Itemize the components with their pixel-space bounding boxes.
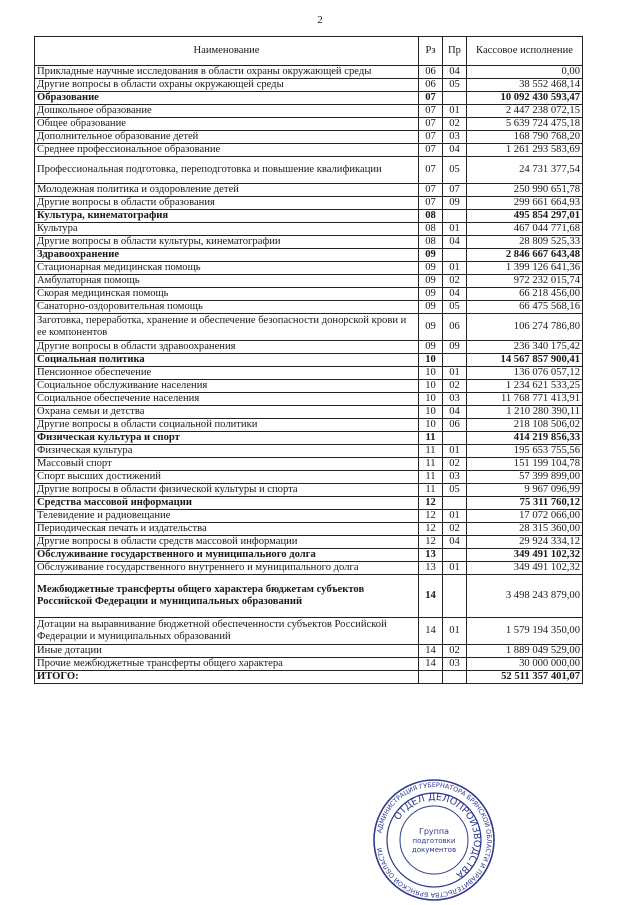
table-row [35, 314, 583, 341]
row-pr-cell: 04 [443, 536, 467, 549]
row-sum-cell: 11 768 771 413,91 [467, 393, 583, 406]
table-row [35, 144, 583, 157]
row-name-cell: Профессиональная подготовка, переподготовка и повышение квалификации [35, 157, 419, 184]
row-rz-cell: 08 [419, 223, 443, 236]
table-row [35, 131, 583, 144]
row-rz-cell: 07 [419, 92, 443, 105]
row-name-cell: Стационарная медицинская помощь [35, 262, 419, 275]
section-row [35, 497, 583, 510]
column-header-name: Наименование [35, 37, 419, 66]
row-name-cell: Дошкольное образование [35, 105, 419, 118]
row-pr-cell: 03 [443, 393, 467, 406]
row-rz-cell: 08 [419, 210, 443, 223]
row-name-cell: Дотации на выравнивание бюджетной обеспеченности субъектов Российской Федерации и муниципальных образований [35, 618, 419, 645]
row-rz-cell: 10 [419, 406, 443, 419]
row-sum-cell: 218 108 506,02 [467, 419, 583, 432]
row-rz-cell: 07 [419, 118, 443, 131]
row-name-cell: Прикладные научные исследования в области охраны окружающей среды [35, 66, 419, 79]
table-row [35, 105, 583, 118]
row-pr-cell: 03 [443, 658, 467, 671]
row-sum-cell: 349 491 102,32 [467, 549, 583, 562]
table-row [35, 79, 583, 92]
row-rz-cell: 09 [419, 314, 443, 341]
row-sum-cell: 236 340 175,42 [467, 341, 583, 354]
section-row [35, 210, 583, 223]
table-row [35, 157, 583, 184]
row-rz-cell: 10 [419, 393, 443, 406]
row-rz-cell: 11 [419, 445, 443, 458]
row-pr-cell: 06 [443, 419, 467, 432]
row-sum-cell: 1 261 293 583,69 [467, 144, 583, 157]
row-pr-cell [443, 249, 467, 262]
row-rz-cell: 12 [419, 510, 443, 523]
row-sum-cell: 349 491 102,32 [467, 562, 583, 575]
table-row [35, 523, 583, 536]
row-pr-cell: 06 [443, 314, 467, 341]
table-row [35, 197, 583, 210]
row-rz-cell: 07 [419, 131, 443, 144]
row-rz-cell: 06 [419, 79, 443, 92]
row-sum-cell: 1 889 049 529,00 [467, 645, 583, 658]
row-sum-cell: 151 199 104,78 [467, 458, 583, 471]
row-name-cell: Физическая культура и спорт [35, 432, 419, 445]
table-row [35, 562, 583, 575]
row-sum-cell: 195 653 755,56 [467, 445, 583, 458]
row-name-cell: Культура, кинематография [35, 210, 419, 223]
row-pr-cell [443, 92, 467, 105]
seal-center-line-3: документов [411, 846, 457, 854]
row-sum-cell: 250 990 651,78 [467, 184, 583, 197]
row-sum-cell: 1 579 194 350,00 [467, 618, 583, 645]
row-name-cell: Другие вопросы в области образования [35, 197, 419, 210]
row-rz-cell: 10 [419, 419, 443, 432]
row-pr-cell: 04 [443, 288, 467, 301]
seal-center-line-1: Группа [418, 827, 450, 836]
table-row [35, 658, 583, 671]
row-pr-cell: 04 [443, 236, 467, 249]
table-row [35, 275, 583, 288]
section-row [35, 354, 583, 367]
row-sum-cell: 1 210 280 390,11 [467, 406, 583, 419]
row-name-cell: Молодежная политика и оздоровление детей [35, 184, 419, 197]
row-name-cell: Другие вопросы в области физической культуры и спорта [35, 484, 419, 497]
budget-execution-table [34, 36, 583, 684]
row-name-cell: Другие вопросы в области средств массовой информации [35, 536, 419, 549]
table-row [35, 288, 583, 301]
row-name-cell: Средства массовой информации [35, 497, 419, 510]
table-row [35, 471, 583, 484]
row-sum-cell: 1 399 126 641,36 [467, 262, 583, 275]
row-pr-cell: 05 [443, 79, 467, 92]
row-name-cell: Физическая культура [35, 445, 419, 458]
row-pr-cell: 07 [443, 184, 467, 197]
row-rz-cell: 09 [419, 288, 443, 301]
row-sum-cell: 24 731 377,54 [467, 157, 583, 184]
table-row [35, 484, 583, 497]
row-sum-cell: 57 399 899,00 [467, 471, 583, 484]
row-rz-cell: 09 [419, 341, 443, 354]
row-sum-cell: 299 661 664,93 [467, 197, 583, 210]
row-rz-cell: 07 [419, 105, 443, 118]
section-row [35, 92, 583, 105]
row-name-cell: Образование [35, 92, 419, 105]
seal-outer-text: АДМИНИСТРАЦИЯ ГУБЕРНАТОРА БРЯНСКОЙ ОБЛАСТИ И ПРАВИТЕЛЬСТВА БРЯНСКОЙ ОБЛАСТИ [375, 780, 494, 900]
table-row [35, 510, 583, 523]
row-pr-cell: 01 [443, 562, 467, 575]
row-pr-cell: 02 [443, 458, 467, 471]
section-row [35, 575, 583, 618]
row-pr-cell: 01 [443, 367, 467, 380]
row-pr-cell: 05 [443, 157, 467, 184]
row-sum-cell: 168 790 768,20 [467, 131, 583, 144]
row-name-cell: Заготовка, переработка, хранение и обеспечение безопасности донорской крови и ее компонентов [35, 314, 419, 341]
row-pr-cell: 02 [443, 380, 467, 393]
table-row [35, 367, 583, 380]
table-row [35, 184, 583, 197]
row-pr-cell [443, 575, 467, 618]
section-row [35, 549, 583, 562]
row-rz-cell: 13 [419, 562, 443, 575]
row-sum-cell: 66 218 456,00 [467, 288, 583, 301]
table-row [35, 66, 583, 79]
row-pr-cell: 04 [443, 144, 467, 157]
table-row [35, 419, 583, 432]
row-rz-cell: 10 [419, 380, 443, 393]
row-sum-cell: 66 475 568,16 [467, 301, 583, 314]
row-name-cell: Телевидение и радиовещание [35, 510, 419, 523]
row-rz-cell: 14 [419, 658, 443, 671]
table-row [35, 118, 583, 131]
row-sum-cell: 467 044 771,68 [467, 223, 583, 236]
row-sum-cell: 10 092 430 593,47 [467, 92, 583, 105]
seal-center-line-2: подготовки [412, 837, 456, 845]
row-rz-cell: 07 [419, 157, 443, 184]
section-row [35, 249, 583, 262]
row-name-cell: Социальное обеспечение населения [35, 393, 419, 406]
row-pr-cell: 05 [443, 301, 467, 314]
row-rz-cell: 13 [419, 549, 443, 562]
row-name-cell: Обслуживание государственного внутреннего и муниципального долга [35, 562, 419, 575]
row-rz-cell: 14 [419, 645, 443, 658]
row-pr-cell: 09 [443, 197, 467, 210]
row-rz-cell: 09 [419, 262, 443, 275]
table-row [35, 223, 583, 236]
row-sum-cell: 14 567 857 900,41 [467, 354, 583, 367]
row-sum-cell: 2 447 238 072,15 [467, 105, 583, 118]
row-pr-cell: 01 [443, 445, 467, 458]
page-number: 2 [317, 14, 323, 26]
row-sum-cell: 3 498 243 879,00 [467, 575, 583, 618]
row-name-cell: Спорт высших достижений [35, 471, 419, 484]
row-sum-cell: 136 076 057,12 [467, 367, 583, 380]
row-sum-cell: 9 967 096,99 [467, 484, 583, 497]
table-row [35, 301, 583, 314]
row-name-cell: Скорая медицинская помощь [35, 288, 419, 301]
row-name-cell: Другие вопросы в области охраны окружающей среды [35, 79, 419, 92]
column-header-rz: Рз [419, 37, 443, 66]
row-sum-cell: 28 809 525,33 [467, 236, 583, 249]
row-pr-cell: 05 [443, 484, 467, 497]
row-name-cell: Общее образование [35, 118, 419, 131]
row-rz-cell: 09 [419, 275, 443, 288]
table-row [35, 445, 583, 458]
row-rz-cell [419, 671, 443, 684]
table-row [35, 645, 583, 658]
total-row [35, 671, 583, 684]
row-rz-cell: 12 [419, 536, 443, 549]
row-pr-cell [443, 549, 467, 562]
row-name-cell: Другие вопросы в области социальной политики [35, 419, 419, 432]
row-pr-cell [443, 432, 467, 445]
row-rz-cell: 14 [419, 618, 443, 645]
row-pr-cell: 02 [443, 523, 467, 536]
row-name-cell: Культура [35, 223, 419, 236]
table-header-row [35, 37, 583, 66]
row-name-cell: Санаторно-оздоровительная помощь [35, 301, 419, 314]
row-sum-cell: 28 315 360,00 [467, 523, 583, 536]
row-pr-cell: 01 [443, 618, 467, 645]
row-pr-cell [443, 497, 467, 510]
row-rz-cell: 09 [419, 301, 443, 314]
table-row [35, 262, 583, 275]
row-name-cell: Периодическая печать и издательства [35, 523, 419, 536]
row-rz-cell: 14 [419, 575, 443, 618]
row-name-cell: Другие вопросы в области здравоохранения [35, 341, 419, 354]
row-name-cell: Другие вопросы в области культуры, кинематографии [35, 236, 419, 249]
column-header-sum: Кассовое исполнение [467, 37, 583, 66]
row-name-cell: Дополнительное образование детей [35, 131, 419, 144]
row-sum-cell: 414 219 856,33 [467, 432, 583, 445]
row-rz-cell: 11 [419, 484, 443, 497]
row-name-cell: Обслуживание государственного и муниципального долга [35, 549, 419, 562]
row-rz-cell: 12 [419, 523, 443, 536]
row-rz-cell: 09 [419, 249, 443, 262]
row-pr-cell: 02 [443, 645, 467, 658]
table-row [35, 618, 583, 645]
official-seal-stamp [372, 778, 496, 902]
row-pr-cell: 01 [443, 262, 467, 275]
row-pr-cell [443, 354, 467, 367]
row-pr-cell: 01 [443, 105, 467, 118]
row-name-cell: Пенсионное обеспечение [35, 367, 419, 380]
row-name-cell: Амбулаторная помощь [35, 275, 419, 288]
row-pr-cell: 04 [443, 66, 467, 79]
row-sum-cell: 106 274 786,80 [467, 314, 583, 341]
row-name-cell: Межбюджетные трансферты общего характера бюджетам субъектов Российской Федерации и муниципальных образований [35, 575, 419, 618]
row-pr-cell: 02 [443, 118, 467, 131]
table-row [35, 393, 583, 406]
row-sum-cell: 29 924 334,12 [467, 536, 583, 549]
row-pr-cell: 01 [443, 223, 467, 236]
row-pr-cell: 02 [443, 275, 467, 288]
row-pr-cell: 01 [443, 510, 467, 523]
row-name-cell: Массовый спорт [35, 458, 419, 471]
row-name-cell: Охрана семьи и детства [35, 406, 419, 419]
row-sum-cell: 52 511 357 401,07 [467, 671, 583, 684]
seal-department-text: ОТДЕЛ ДЕЛОПРОИЗВОДСТВА [392, 791, 483, 881]
row-rz-cell: 06 [419, 66, 443, 79]
table-row [35, 458, 583, 471]
row-rz-cell: 07 [419, 184, 443, 197]
column-header-pr: Пр [443, 37, 467, 66]
row-sum-cell: 495 854 297,01 [467, 210, 583, 223]
row-sum-cell: 5 639 724 475,18 [467, 118, 583, 131]
row-pr-cell [443, 671, 467, 684]
row-rz-cell: 07 [419, 144, 443, 157]
row-rz-cell: 11 [419, 458, 443, 471]
row-sum-cell: 0,00 [467, 66, 583, 79]
row-name-cell: Прочие межбюджетные трансферты общего характера [35, 658, 419, 671]
row-name-cell: Социальное обслуживание населения [35, 380, 419, 393]
row-pr-cell: 04 [443, 406, 467, 419]
row-name-cell: Здравоохранение [35, 249, 419, 262]
row-name-cell: ИТОГО: [35, 671, 419, 684]
table-row [35, 380, 583, 393]
row-pr-cell [443, 210, 467, 223]
row-name-cell: Среднее профессиональное образование [35, 144, 419, 157]
row-sum-cell: 1 234 621 533,25 [467, 380, 583, 393]
row-sum-cell: 17 072 066,00 [467, 510, 583, 523]
row-rz-cell: 10 [419, 367, 443, 380]
row-name-cell: Иные дотации [35, 645, 419, 658]
table-row [35, 236, 583, 249]
row-sum-cell: 972 232 015,74 [467, 275, 583, 288]
row-rz-cell: 12 [419, 497, 443, 510]
section-row [35, 432, 583, 445]
table-row [35, 536, 583, 549]
row-rz-cell: 08 [419, 236, 443, 249]
row-rz-cell: 11 [419, 432, 443, 445]
row-sum-cell: 2 846 667 643,48 [467, 249, 583, 262]
row-rz-cell: 10 [419, 354, 443, 367]
row-name-cell: Социальная политика [35, 354, 419, 367]
row-sum-cell: 38 552 468,14 [467, 79, 583, 92]
row-rz-cell: 07 [419, 197, 443, 210]
row-pr-cell: 09 [443, 341, 467, 354]
table-row [35, 341, 583, 354]
table-row [35, 406, 583, 419]
row-pr-cell: 03 [443, 471, 467, 484]
row-pr-cell: 03 [443, 131, 467, 144]
row-rz-cell: 11 [419, 471, 443, 484]
row-sum-cell: 30 000 000,00 [467, 658, 583, 671]
row-sum-cell: 75 311 760,12 [467, 497, 583, 510]
